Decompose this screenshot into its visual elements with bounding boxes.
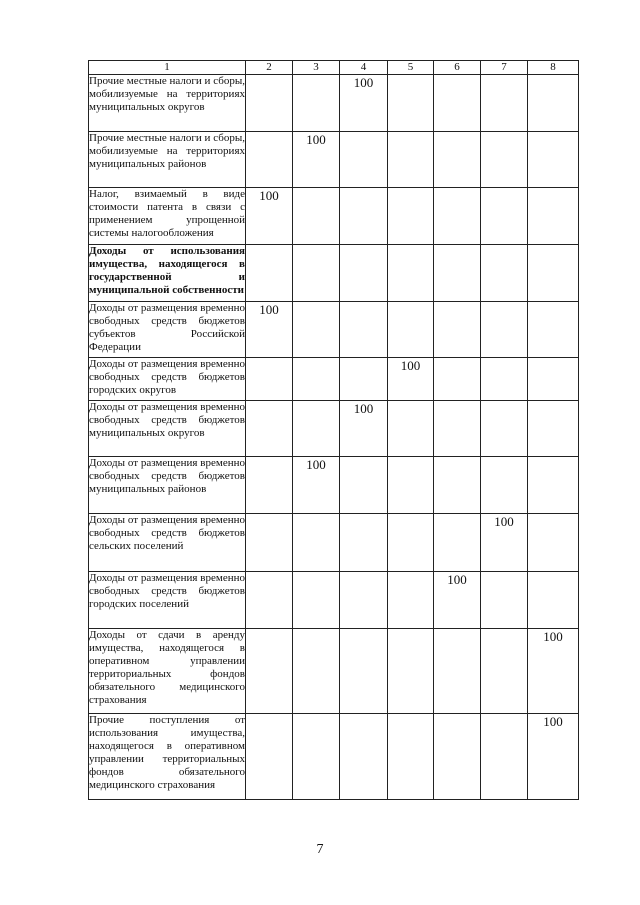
row-value-cell — [528, 514, 579, 572]
row-value-cell — [246, 358, 293, 401]
row-value-cell — [340, 358, 388, 401]
row-value-cell: 100 — [528, 629, 579, 714]
row-value-cell — [434, 629, 481, 714]
row-value-cell — [246, 75, 293, 132]
table-row — [89, 714, 579, 800]
row-value-cell — [481, 401, 528, 457]
row-value-cell — [246, 457, 293, 514]
row-value-cell — [340, 629, 388, 714]
table-row — [89, 629, 579, 714]
row-value-cell — [434, 75, 481, 132]
column-header: 3 — [293, 61, 340, 75]
row-description: Налог, взимаемый в виде стоимости патента в связи с применением упрощенной системы налогообложения — [89, 188, 246, 245]
row-value-cell — [340, 514, 388, 572]
table-row — [89, 401, 579, 457]
table-row — [89, 358, 579, 401]
row-value-cell — [340, 302, 388, 358]
row-description: Доходы от размещения временно свободных средств бюджетов сельских поселений — [89, 514, 246, 572]
row-value-cell — [388, 302, 434, 358]
row-value-cell — [340, 457, 388, 514]
row-value-cell — [434, 245, 481, 302]
column-header: 8 — [528, 61, 579, 75]
row-value-cell — [434, 132, 481, 188]
revenue-table — [88, 60, 579, 800]
row-value-cell — [388, 245, 434, 302]
table-row — [89, 75, 579, 132]
row-value-cell — [434, 358, 481, 401]
row-value-cell — [528, 358, 579, 401]
column-header: 6 — [434, 61, 481, 75]
row-value-cell — [481, 302, 528, 358]
row-value-cell — [481, 245, 528, 302]
row-value-cell: 100 — [434, 572, 481, 629]
row-value-cell — [246, 245, 293, 302]
row-value-cell — [340, 132, 388, 188]
table-body — [89, 75, 579, 800]
row-value-cell — [388, 629, 434, 714]
row-value-cell — [481, 714, 528, 800]
row-value-cell — [388, 714, 434, 800]
row-value-cell: 100 — [246, 188, 293, 245]
row-value-cell — [293, 572, 340, 629]
row-value-cell — [388, 514, 434, 572]
row-description: Прочие местные налоги и сборы, мобилизуемые на территориях муниципальных округов — [89, 75, 246, 132]
row-value-cell — [246, 714, 293, 800]
row-value-cell — [528, 245, 579, 302]
row-value-cell — [293, 245, 340, 302]
column-header: 5 — [388, 61, 434, 75]
row-value-cell — [388, 75, 434, 132]
row-value-cell — [434, 514, 481, 572]
row-value-cell — [434, 457, 481, 514]
row-description: Прочие местные налоги и сборы, мобилизуемые на территориях муниципальных районов — [89, 132, 246, 188]
row-value-cell — [388, 457, 434, 514]
row-value-cell — [434, 188, 481, 245]
row-value-cell — [528, 132, 579, 188]
row-value-cell: 100 — [340, 401, 388, 457]
row-value-cell: 100 — [293, 457, 340, 514]
row-description: Доходы от использования имущества, находящегося в государственной и муниципальной собственности — [89, 245, 246, 302]
table-row — [89, 188, 579, 245]
row-value-cell — [340, 714, 388, 800]
row-value-cell — [481, 132, 528, 188]
row-value-cell — [434, 302, 481, 358]
table-row — [89, 132, 579, 188]
row-value-cell — [388, 132, 434, 188]
row-value-cell — [293, 514, 340, 572]
row-value-cell — [340, 572, 388, 629]
row-value-cell — [388, 401, 434, 457]
row-description: Доходы от размещения временно свободных средств бюджетов городских округов — [89, 358, 246, 401]
row-value-cell: 100 — [388, 358, 434, 401]
row-value-cell — [293, 714, 340, 800]
row-value-cell — [293, 302, 340, 358]
row-value-cell — [388, 188, 434, 245]
row-description: Прочие поступления от использования имущества, находящегося в оперативном управлении территориальных фондов обязательного медицинского страхования — [89, 714, 246, 800]
row-value-cell: 100 — [293, 132, 340, 188]
row-value-cell — [481, 188, 528, 245]
table-row — [89, 302, 579, 358]
row-value-cell — [481, 457, 528, 514]
page-number: 7 — [316, 842, 324, 857]
row-value-cell — [246, 629, 293, 714]
row-value-cell — [293, 358, 340, 401]
row-description: Доходы от размещения временно свободных средств бюджетов муниципальных округов — [89, 401, 246, 457]
column-header: 7 — [481, 61, 528, 75]
column-header: 4 — [340, 61, 388, 75]
row-value-cell — [246, 132, 293, 188]
row-value-cell: 100 — [481, 514, 528, 572]
table-row — [89, 572, 579, 629]
row-value-cell — [293, 75, 340, 132]
row-value-cell — [481, 629, 528, 714]
row-value-cell — [293, 401, 340, 457]
row-value-cell — [481, 358, 528, 401]
table-row — [89, 245, 579, 302]
table-row — [89, 514, 579, 572]
row-value-cell — [434, 401, 481, 457]
table-row — [89, 457, 579, 514]
row-value-cell — [481, 572, 528, 629]
row-description: Доходы от размещения временно свободных средств бюджетов городских поселений — [89, 572, 246, 629]
column-header: 1 — [89, 61, 246, 75]
row-value-cell — [246, 572, 293, 629]
row-value-cell — [293, 629, 340, 714]
row-description: Доходы от размещения временно свободных средств бюджетов муниципальных районов — [89, 457, 246, 514]
row-value-cell — [528, 302, 579, 358]
row-value-cell: 100 — [246, 302, 293, 358]
table-header-row — [89, 61, 579, 75]
row-value-cell — [340, 188, 388, 245]
row-value-cell — [340, 245, 388, 302]
row-value-cell — [293, 188, 340, 245]
column-header: 2 — [246, 61, 293, 75]
row-value-cell: 100 — [340, 75, 388, 132]
row-value-cell — [528, 457, 579, 514]
row-value-cell — [246, 401, 293, 457]
row-value-cell: 100 — [528, 714, 579, 800]
row-value-cell — [528, 75, 579, 132]
row-value-cell — [528, 188, 579, 245]
row-description: Доходы от размещения временно свободных средств бюджетов субъектов Российской Федерации — [89, 302, 246, 358]
row-value-cell — [434, 714, 481, 800]
row-value-cell — [481, 75, 528, 132]
row-value-cell — [388, 572, 434, 629]
row-value-cell — [246, 514, 293, 572]
row-description: Доходы от сдачи в аренду имущества, находящегося в оперативном управлении территориальных фондов обязательного медицинского страхования — [89, 629, 246, 714]
row-value-cell — [528, 572, 579, 629]
row-value-cell — [528, 401, 579, 457]
